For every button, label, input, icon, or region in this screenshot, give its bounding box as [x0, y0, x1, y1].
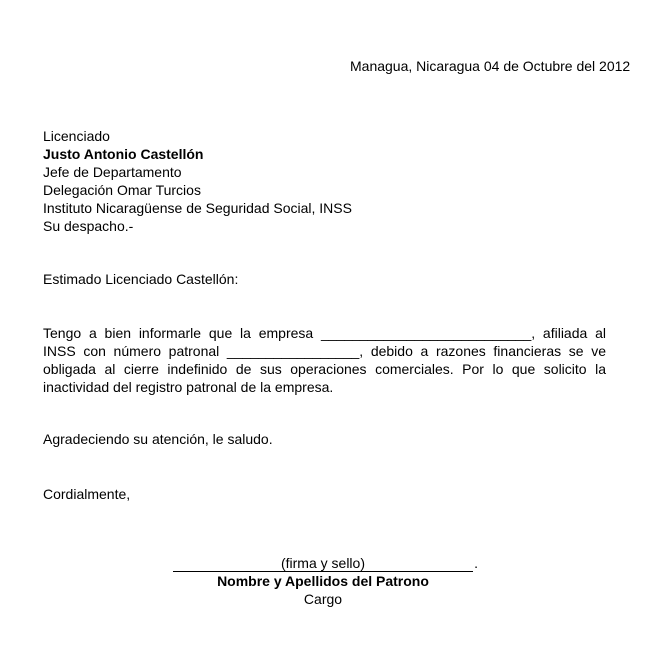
- signature-line-end: .: [474, 555, 478, 571]
- date-line: Managua, Nicaragua 04 de Octubre del 2012: [350, 58, 631, 74]
- thanks-line: Agradeciendo su atención, le saludo.: [43, 431, 273, 447]
- signature-name: Nombre y Apellidos del Patrono: [217, 573, 429, 589]
- recipient-closing: Su despacho.-: [43, 218, 134, 234]
- recipient-office: Delegación Omar Turcios: [43, 182, 201, 198]
- recipient-title: Licenciado: [43, 128, 110, 144]
- recipient-institution: Instituto Nicaragüense de Seguridad Social, INSS: [43, 200, 352, 216]
- greeting: Estimado Licenciado Castellón:: [43, 271, 239, 287]
- recipient-position: Jefe de Departamento: [43, 164, 182, 180]
- recipient-block: [43, 127, 352, 235]
- recipient-name: Justo Antonio Castellón: [43, 146, 204, 162]
- signature-line: [173, 554, 478, 572]
- signature-line-label: (firma y sello): [280, 555, 365, 571]
- signature-block: [173, 554, 478, 608]
- body-paragraph: Tengo a bien informarle que la empresa ___________________________, afiliada al INSS con número patronal _________________, debido a razones financieras se ve obligada al cierre indefinido de sus operaciones comerciales. Por lo que solicito la inactividad del registro patronal de la empresa.: [43, 325, 606, 395]
- farewell-line: Cordialmente,: [43, 486, 131, 502]
- signature-role: Cargo: [303, 591, 343, 607]
